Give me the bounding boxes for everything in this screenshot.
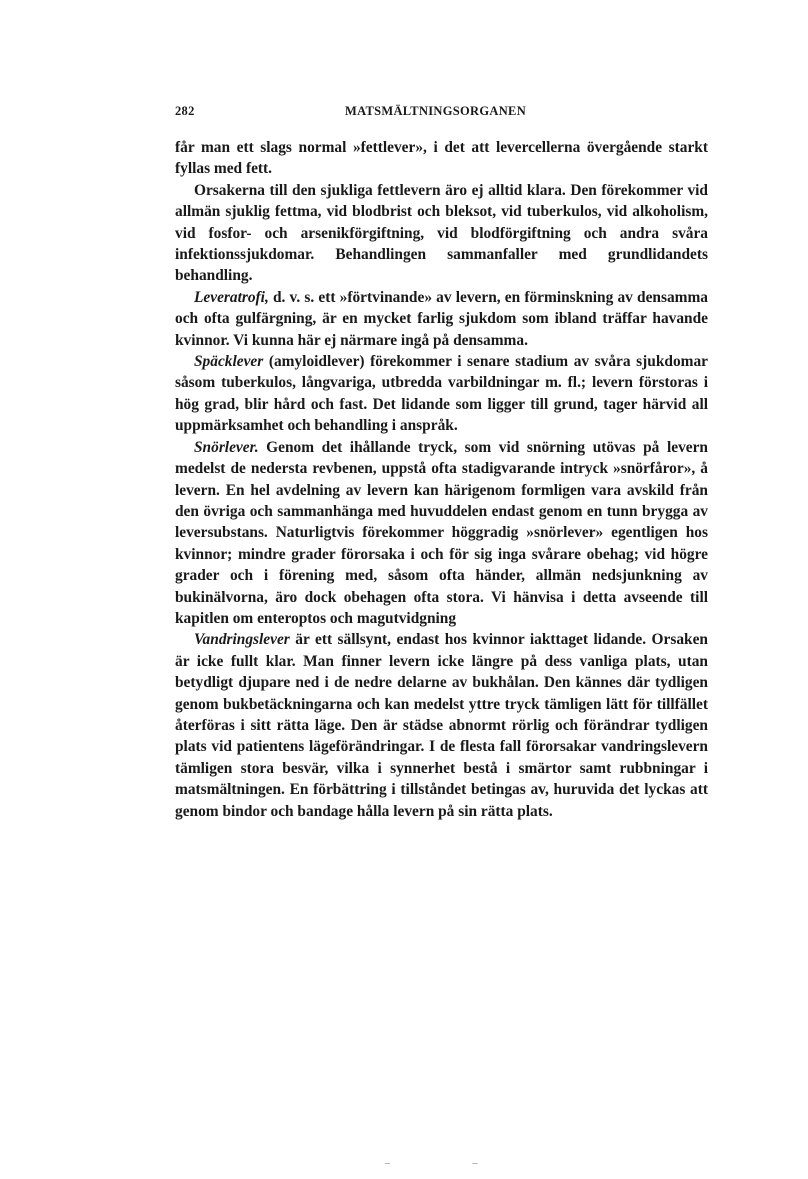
- term-heading: Leveratrofi,: [194, 288, 269, 306]
- term-heading: Späcklever: [194, 353, 264, 371]
- paragraph-text: d. v. s. ett »förtvinande» av levern, en förminskning av densamma och ofta gulfärgning, är en mycket farlig sjukdom som ibland träffar havande kvinnor. Vi kunna här ej närmare ingå på densamma.: [175, 288, 708, 349]
- paragraph-fatty-liver-causes: [175, 180, 708, 287]
- paragraph-leveratrofi: [175, 287, 708, 351]
- paragraph-text: får man ett slags normal »fettlever», i det att levercellerna övergående starkt fyllas med fett.: [175, 139, 708, 178]
- paragraph-continuation: [175, 137, 708, 180]
- paragraph-text: Genom det ihållande tryck, som vid snörning utövas på levern medelst de nedersta revbenen, uppstå ofta stadigvarande intryck »snörfåror», å levern. En hel avdelning av levern kan härigenom formligen vara avskild från den övriga och sammanhänga med huvuddelen endast genom en tunn brygga av leversubstans. Naturligtvis förekommer höggradig »snörlever» egentligen hos kvinnor; mindre grader förorsaka i och för sig inga svårare obehag; vid högre grader och i förening med, såsom ofta händer, allmän nedsjunkning av bukinälvorna, äro dock obehagen ofta stora. Vi hänvisa i detta avseende till kapitlen om enteroptos och magutvidgning: [175, 438, 708, 627]
- running-head: MATSMÄLTNINGSORGANEN: [345, 104, 527, 118]
- paragraph-snorlever: [175, 437, 708, 630]
- footer-marks: – –: [385, 1158, 518, 1169]
- page-header: [175, 104, 707, 124]
- paragraph-text: är ett sällsynt, endast hos kvinnor iakttaget lidande. Orsaken är icke fullt klar. Man finner levern icke längre på dess vanliga plats, utan betydligt djupare ned i de nedre delarne av bukhålan. Den kännes där tydligen genom bukbetäckningarna och kan medelst yttre tryck tämligen lätt för tillfället återföras i sitt rätta läge. Den är städse abnormt rörlig och förändrar tydligen plats vid patientens lägeförändringar. I de flesta fall förorsakar vandringslevern tämligen stora besvär, vilka i synnerhet bestå i smärtor samt rubbningar i matsmältningen. En förbättring i tillståndet betingas av, huruvida det lyckas att genom bindor och bandage hålla levern på sin rätta plats.: [175, 631, 708, 820]
- paragraph-spacklever: [175, 351, 708, 437]
- term-heading: Vandringslever: [194, 631, 290, 649]
- page-number: 282: [175, 104, 195, 118]
- body-text: [175, 137, 708, 822]
- paragraph-vandringslever: [175, 629, 708, 822]
- paragraph-text: (amyloidlever) förekommer i senare stadium av svåra sjukdomar såsom tuberkulos, långvariga, utbredda varbildningar m. fl.; levern förstoras i hög grad, blir hård och fast. Det lidande som ligger till grund, tager härvid all uppmärksamhet och behandling i anspråk.: [175, 353, 708, 435]
- paragraph-text: Orsakerna till den sjukliga fettlevern äro ej alltid klara. Den förekommer vid allmän sjuklig fettma, vid blodbrist och bleksot, vid tuberkulos, vid alkoholism, vid fosfor- och arsenikförgiftning, vid blodförgiftning och andra svåra infektionssjukdomar. Behandlingen sammanfaller med grundlidandets behandling.: [175, 181, 708, 285]
- term-heading: Snörlever.: [194, 438, 259, 456]
